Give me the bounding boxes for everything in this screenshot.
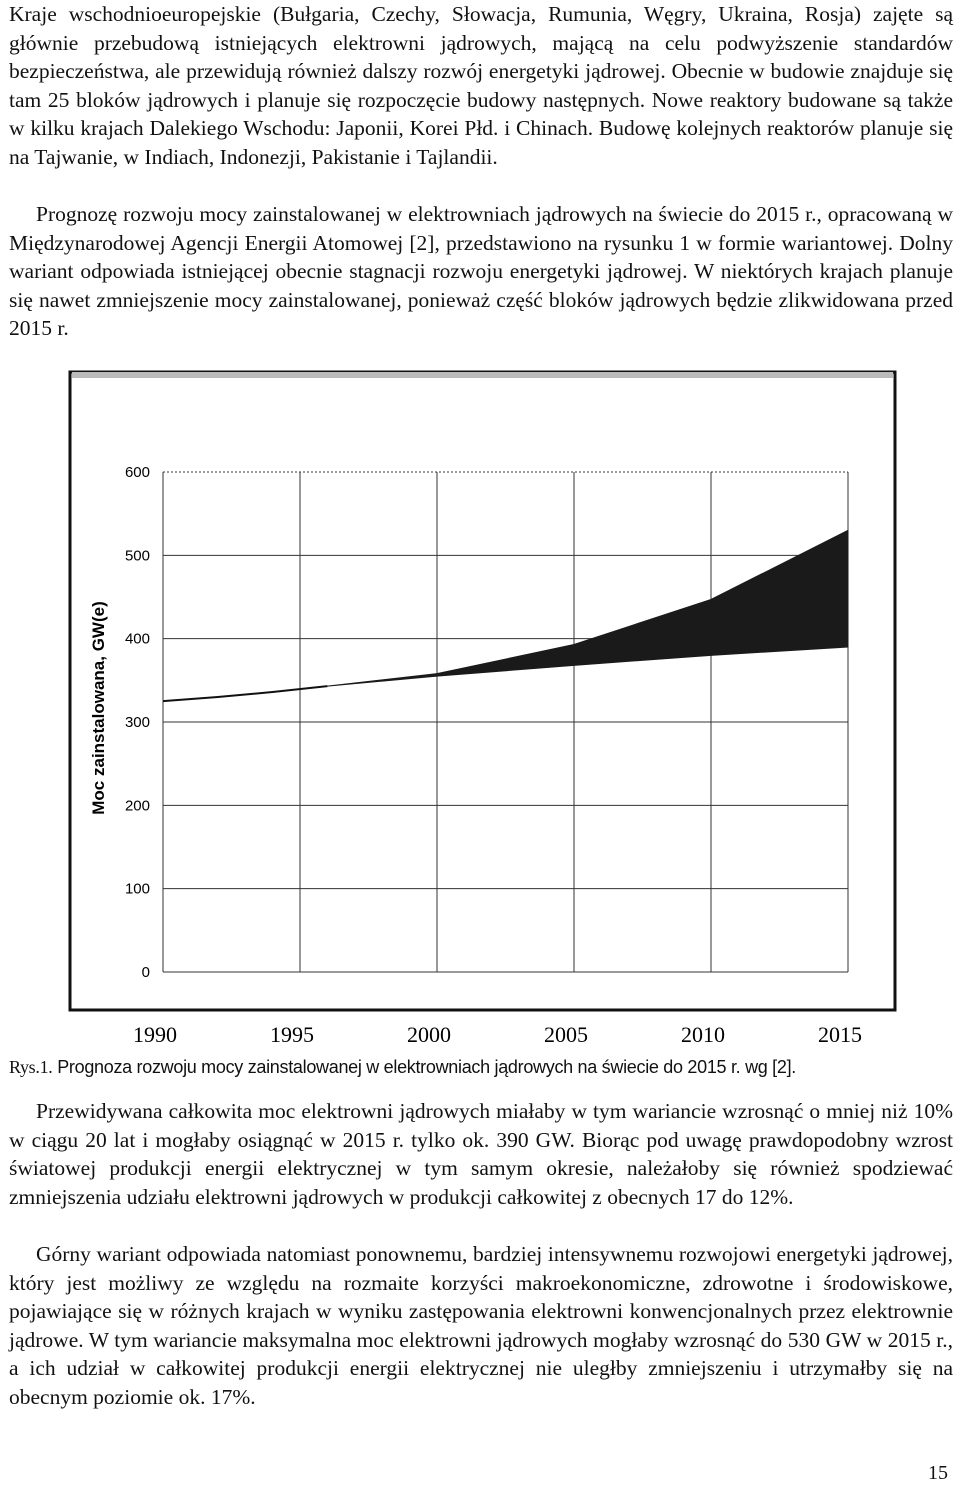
- x-tick-label-1990: 1990: [133, 1022, 177, 1047]
- x-tick-label-2010: 2010: [681, 1022, 725, 1047]
- paragraph-lower-variant: Przewidywana całkowita moc elektrowni jądrowych miałaby w tym wariancie wzrosnąć o mniej niż 10% w ciągu 20 lat i mogłaby osiągnąć w 2015 r. tylko ok. 390 GW. Biorąc pod uwagę prawdopodobny wzrost światowej produkcji energii elektrycznej w tym samym okresie, należałoby się również spodziewać zmniejszenia udziału elektrowni jądrowych w produkcji całkowitej z obecnych 17 do 12%.: [9, 1099, 953, 1209]
- y-axis-label: Moc zainstalowana, GW(e): [89, 601, 108, 815]
- x-tick-label-2000: 2000: [407, 1022, 451, 1047]
- x-tick-label-2015: 2015: [818, 1022, 862, 1047]
- paragraph-upper-variant: Górny wariant odpowiada natomiast ponownemu, bardziej intensywnemu rozwojowi energetyki jądrowej, który jest możliwy ze względu na rozmaite korzyści makroekonomiczne, zdrowotne i środowiskowe, pojawiające się w różnych krajach w wyniku zastępowania elektrowni konwencjonalnych przez elektrownie jądrowe. W tym wariancie maksymalna moc elektrowni jądrowych mogłaby wzrosnąć do 530 GW w 2015 r., a ich udział w całkowitej produkcji energii elektrycznej nie uległby zmniejszeniu i utrzymałby się na obecnym poziomie ok. 17%.: [9, 1242, 953, 1409]
- page-number: 15: [928, 1462, 948, 1484]
- chart-frame: [70, 372, 895, 1010]
- x-tick-label-2005: 2005: [544, 1022, 588, 1047]
- paragraph-eastern-europe: Kraje wschodnioeuropejskie (Bułgaria, Czechy, Słowacja, Rumunia, Węgry, Ukraina, Rosja) zajęte są głównie przebudową istniejących elektrowni jądrowych, mającą na celu podwyższenie standardów bezpieczeństwa, ale przewidują również dalszy rozwój energetyki jądrowej. Obecnie w budowie znajduje się tam 25 bloków jądrowych i planuje się rozpoczęcie budowy następnych. Nowe reaktory budowane są także w kilku krajach Dalekiego Wschodu: Japonii, Korei Płd. i Chinach. Budowę kolejnych reaktorów planuje się na Tajwanie, w Indiach, Indonezji, Pakistanie i Tajlandii.: [9, 2, 953, 169]
- caption-text: Prognoza rozwoju mocy zainstalowanej w elektrowniach jądrowych na świecie do 2015 r. wg [2].: [57, 1057, 796, 1077]
- y-tick-label-200: 200: [124, 797, 150, 815]
- y-tick-label-0: 0: [141, 964, 150, 981]
- figure-caption: [9, 1057, 953, 1078]
- x-tick-label-1995: 1995: [270, 1022, 314, 1047]
- caption-label: Rys.1.: [9, 1057, 53, 1077]
- chart-frame-top-band: [72, 372, 893, 378]
- y-tick-label-300: 300: [124, 714, 150, 731]
- paragraph-forecast: Prognozę rozwoju mocy zainstalowanej w elektrowniach jądrowych na świecie do 2015 r., opracowaną w Międzynarodowej Agencji Energii Atomowej [2], przedstawiono na rysunku 1 w formie wariantowej. Dolny wariant odpowiada istniejącej obecnie stagnacji rozwoju energetyki jądrowej. W niektórych krajach planuje się nawet zmniejszenie mocy zainstalowanej, ponieważ część bloków jądrowych będzie zlikwidowana przed 2015 r.: [9, 202, 953, 341]
- y-tick-label-100: 100: [124, 880, 150, 898]
- y-tick-label-500: 500: [124, 547, 150, 565]
- forecast-band: [327, 530, 848, 686]
- history-line: [163, 686, 327, 701]
- y-tick-label-600: 600: [124, 464, 150, 481]
- y-tick-label-400: 400: [124, 630, 150, 648]
